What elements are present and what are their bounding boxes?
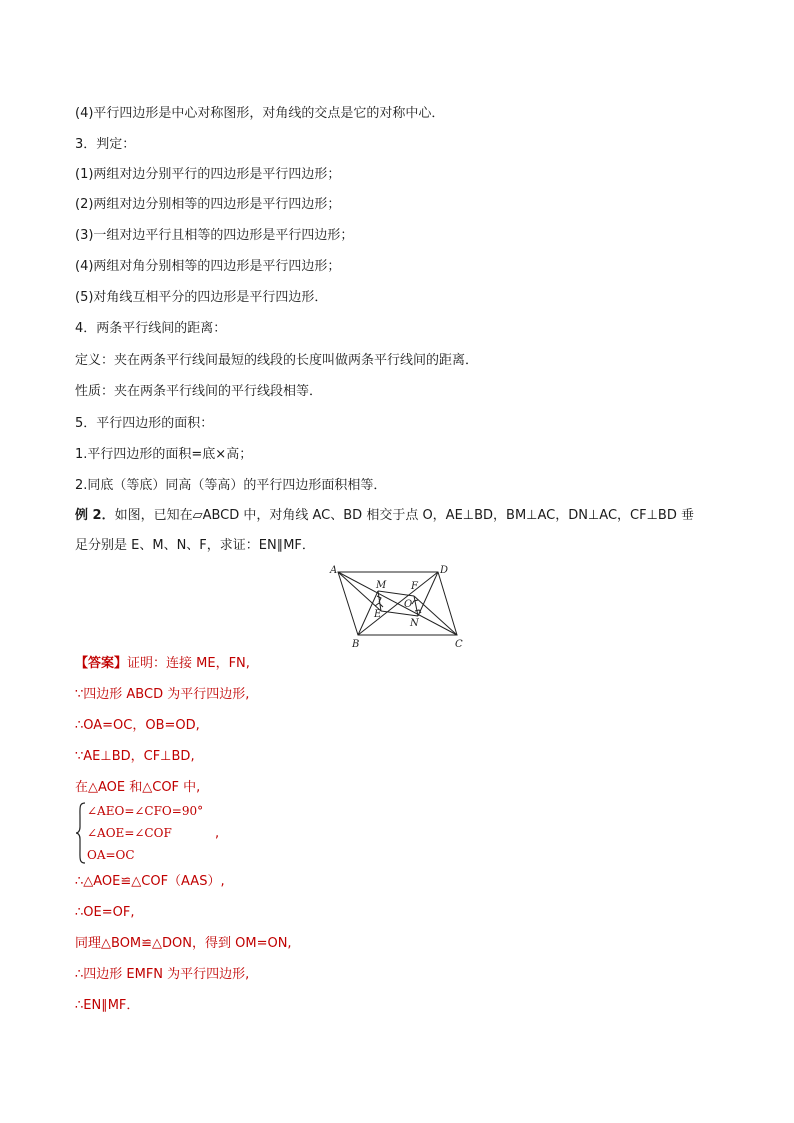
answer-line-4: ∵AE⊥BD，CF⊥BD, [75,749,195,764]
label-f: F [411,581,418,592]
section-3-heading: 3．判定： [75,137,136,152]
answer-line-5: 在△AOE 和△COF 中, [75,780,201,795]
answer-line-1 [75,656,250,672]
label-c: C [455,639,463,650]
distance-property-line: 性质：夹在两条平行线间的平行线段相等． [75,384,323,399]
diagonal-bd [358,572,438,635]
example-text-1: 如图，已知在▱ABCD 中，对角线 AC、BD 相交于点 O，AE⊥BD，BM⊥AC，DN⊥AC，CF⊥BD 垂 [114,508,694,523]
criterion-5-line: (5)对角线互相平分的四边形是平行四边形． [75,290,328,305]
system-equation-3: OA=OC [87,848,135,862]
label-m: M [376,580,387,591]
segment-dn [418,572,438,616]
example-line-1 [75,508,694,524]
answer-line-9: ∴四边形 EMFN 为平行四边形, [75,967,250,982]
answer-line-8: 同理△BOM≌△DON，得到 OM=ON, [75,936,292,951]
answer-line-10: ∴EN∥MF． [75,998,140,1013]
system-equation-2: ∠AOE=∠COF [87,826,172,840]
section-5-heading: 5．平行四边形的面积： [75,416,214,431]
system-equation-1: ∠AEO=∠CFO=90° [87,804,204,818]
criterion-4-line: (4)两组对角分别相等的四边形是平行四边形； [75,259,341,274]
answer-line-7: ∴OE=OF, [75,905,135,920]
example-label: 例 2． [75,508,115,523]
area-formula-line: 1.平行四边形的面积=底×高； [75,447,253,462]
answer-line-6: ∴△AOE≌△COF（AAS）, [75,874,225,889]
answer-line-3: ∴OA=OC，OB=OD, [75,718,200,733]
label-b: B [352,639,360,650]
equal-area-line: 2.同底（等底）同高（等高）的平行四边形面积相等． [75,478,387,493]
example-line-2: 足分别是 E、M、N、F，求证：EN∥MF． [75,538,315,553]
criterion-3-line: (3)一组对边平行且相等的四边形是平行四边形； [75,228,354,243]
label-e: E [374,609,382,620]
answer-tag: 【答案】 [75,656,128,671]
equation-system [75,802,275,864]
criterion-1-line: (1)两组对边分别平行的四边形是平行四边形； [75,167,341,182]
distance-definition-line: 定义：夹在两条平行线间最短的线段的长度叫做两条平行线间的距离． [75,353,479,368]
label-o: O [404,599,413,610]
label-d: D [440,565,449,576]
parallelogram-figure [326,562,471,650]
left-brace-icon [75,802,87,864]
criterion-2-line: (2)两组对边分别相等的四边形是平行四边形； [75,197,341,212]
label-n: N [410,618,419,629]
property-4-line: (4)平行四边形是中心对称图形，对角线的交点是它的对称中心． [75,106,445,121]
section-4-heading: 4．两条平行线间的距离： [75,321,227,336]
system-comma: , [215,826,220,841]
answer-line-2: ∵四边形 ABCD 为平行四边形, [75,687,250,702]
label-a: A [330,565,338,576]
segment-mf [378,591,414,596]
answer-text-1: 证明：连接 ME，FN, [127,656,250,671]
